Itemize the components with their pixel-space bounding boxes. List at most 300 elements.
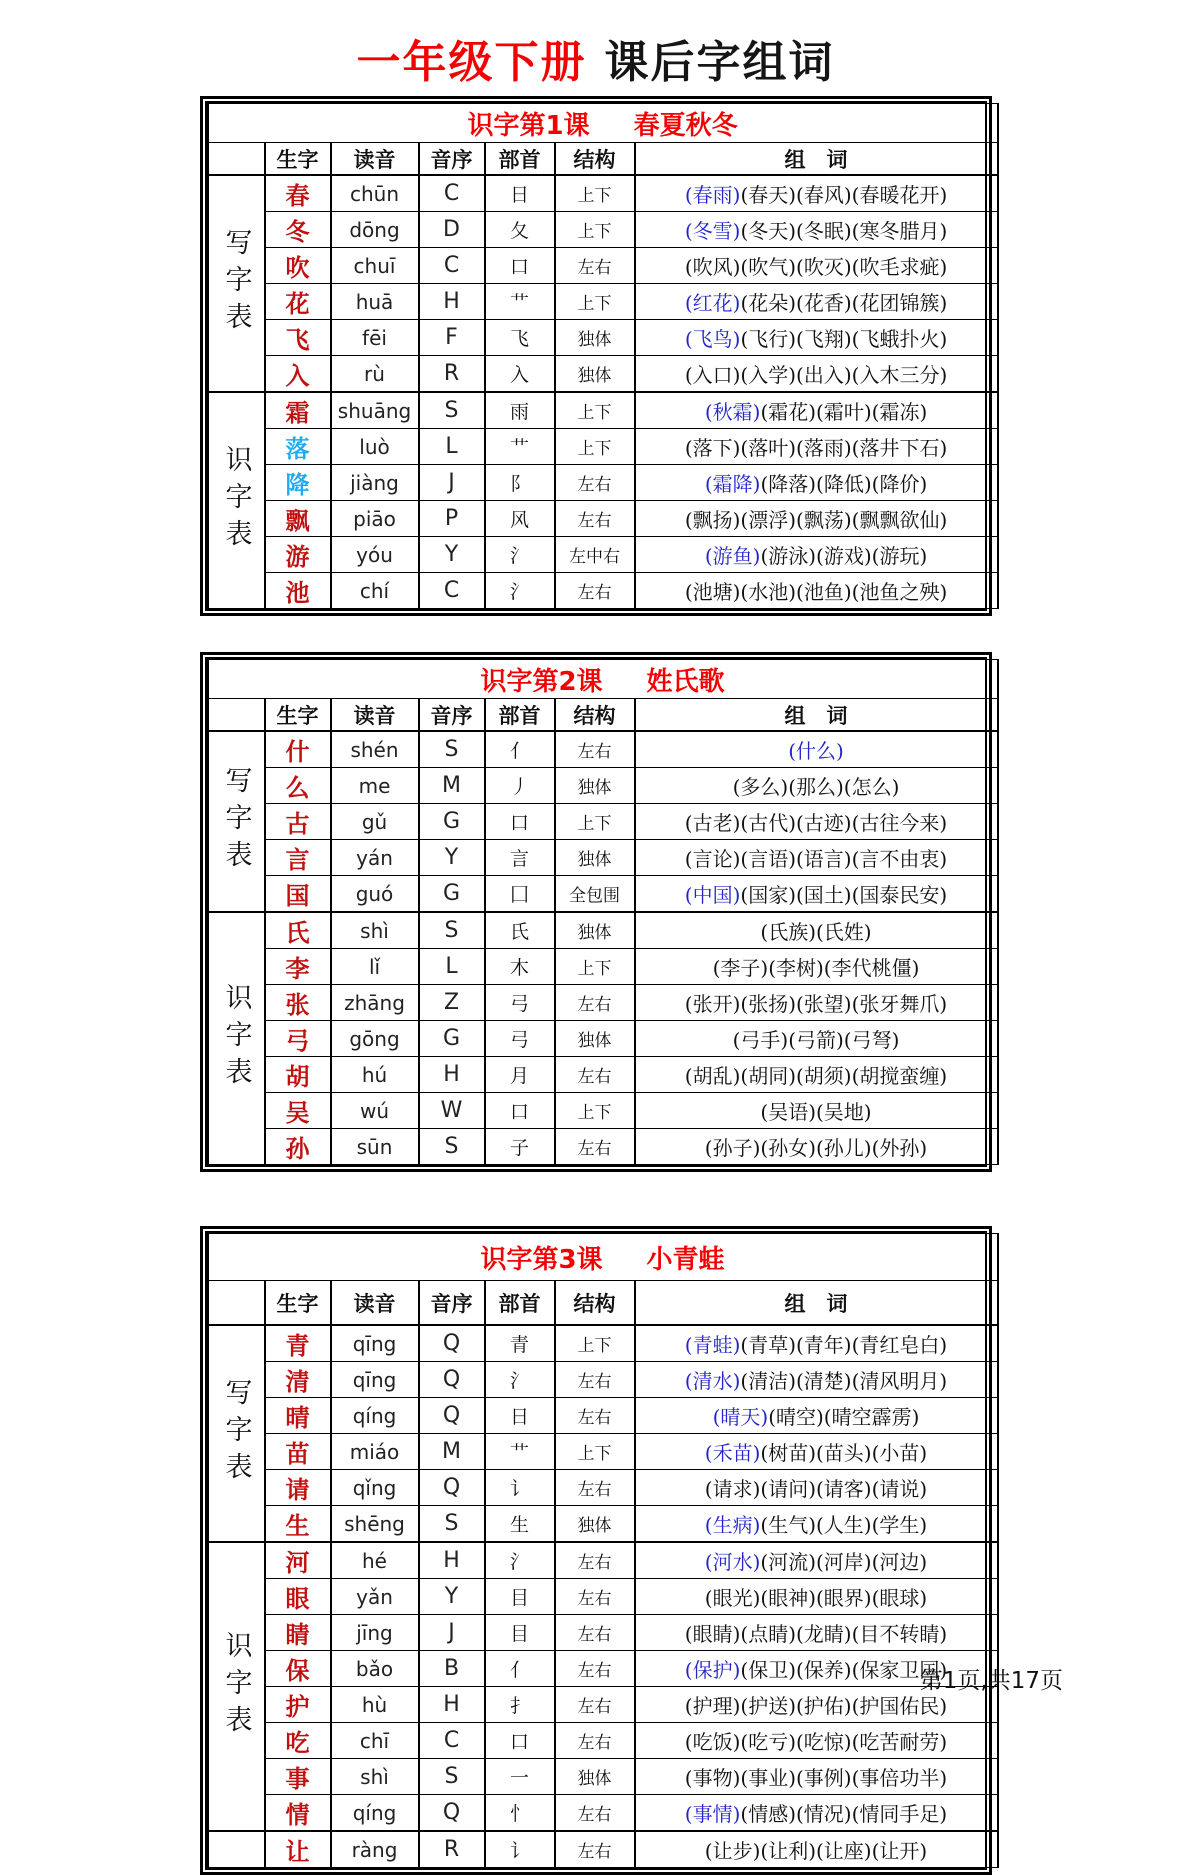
- character-cell: 氏: [265, 912, 331, 949]
- table-row: [208, 175, 998, 212]
- radical-cell: 雨: [485, 392, 555, 429]
- radical-cell: 目: [485, 1615, 555, 1651]
- lesson-name: 春夏秋冬: [633, 110, 738, 141]
- structure-cell: 独体: [555, 912, 635, 949]
- pinyin-cell: chūn: [331, 175, 419, 212]
- word-plain: (保卫)(保养)(保家卫国): [740, 1658, 948, 1682]
- table-row: [208, 1723, 998, 1759]
- table-row: [208, 284, 998, 320]
- pinyin-cell: chuī: [331, 248, 419, 284]
- initial-cell: J: [419, 1615, 485, 1651]
- word-highlight: (清水): [684, 1369, 741, 1393]
- table-row: [208, 212, 998, 248]
- table-row: [208, 356, 998, 393]
- pinyin-cell: qǐng: [331, 1470, 419, 1506]
- page-title: [0, 26, 1191, 90]
- word-highlight: (什么): [788, 739, 844, 763]
- character-cell: 飘: [265, 501, 331, 537]
- radical-cell: 艹: [485, 1434, 555, 1470]
- character-cell: 春: [265, 175, 331, 212]
- header-row: [208, 699, 998, 732]
- structure-cell: 全包围: [555, 876, 635, 913]
- initial-cell: Y: [419, 537, 485, 573]
- table-row: [208, 912, 998, 949]
- word-plain: (眼睛)(点睛)(龙睛)(目不转睛): [684, 1622, 948, 1646]
- pinyin-cell: shuāng: [331, 392, 419, 429]
- lesson-name: 小青蛙: [646, 1244, 725, 1275]
- word-plain: (霜花)(霜叶)(霜冻): [760, 400, 928, 424]
- structure-cell: 左右: [555, 1542, 635, 1579]
- radical-cell: 艹: [485, 284, 555, 320]
- table-row: [208, 1021, 998, 1057]
- initial-cell: S: [419, 731, 485, 768]
- structure-cell: 独体: [555, 768, 635, 804]
- word-plain: (树苗)(苗头)(小苗): [760, 1441, 928, 1465]
- structure-cell: 左右: [555, 501, 635, 537]
- label-column-header: [208, 1281, 265, 1326]
- initial-cell: C: [419, 175, 485, 212]
- vocab-table: [207, 1233, 999, 1868]
- word-plain: (降落)(降低)(降价): [760, 472, 928, 496]
- pinyin-cell: ràng: [331, 1831, 419, 1868]
- pinyin-cell: huā: [331, 284, 419, 320]
- initial-cell: M: [419, 768, 485, 804]
- word-plain: (飘扬)(漂浮)(飘荡)(飘飘欲仙): [684, 508, 948, 532]
- radical-cell: 氵: [485, 537, 555, 573]
- words-cell: [635, 876, 998, 913]
- column-header: 生字: [265, 143, 331, 176]
- character-cell: 降: [265, 465, 331, 501]
- table-frame: [205, 657, 987, 1167]
- pinyin-cell: bǎo: [331, 1651, 419, 1687]
- structure-cell: 上下: [555, 284, 635, 320]
- word-plain: (春天)(春风)(春暖花开): [740, 183, 948, 207]
- words-cell: [635, 768, 998, 804]
- initial-cell: Q: [419, 1470, 485, 1506]
- structure-cell: 上下: [555, 1093, 635, 1129]
- word-plain: (吃饭)(吃亏)(吃惊)(吃苦耐劳): [684, 1730, 948, 1754]
- pinyin-cell: dōng: [331, 212, 419, 248]
- radical-cell: 入: [485, 356, 555, 393]
- structure-cell: 独体: [555, 320, 635, 356]
- character-cell: 吃: [265, 1723, 331, 1759]
- words-cell: [635, 248, 998, 284]
- structure-cell: 独体: [555, 840, 635, 876]
- radical-cell: 夂: [485, 212, 555, 248]
- table-row: [208, 1325, 998, 1362]
- table-row: [208, 1506, 998, 1543]
- table-row: [208, 1687, 998, 1723]
- radical-cell: 口: [485, 248, 555, 284]
- initial-cell: G: [419, 804, 485, 840]
- character-cell: 睛: [265, 1615, 331, 1651]
- column-header: 音序: [419, 699, 485, 732]
- initial-cell: S: [419, 1129, 485, 1165]
- radical-cell: 目: [485, 1579, 555, 1615]
- radical-cell: 一: [485, 1759, 555, 1795]
- character-cell: 晴: [265, 1398, 331, 1434]
- word-plain: (胡乱)(胡同)(胡须)(胡搅蛮缠): [684, 1064, 948, 1088]
- word-plain: (飞行)(飞翔)(飞蛾扑火): [740, 327, 948, 351]
- word-plain: (池塘)(水池)(池鱼)(池鱼之殃): [684, 580, 948, 604]
- word-highlight: (春雨): [684, 183, 741, 207]
- table-row: [208, 731, 998, 768]
- character-cell: 霜: [265, 392, 331, 429]
- pinyin-cell: shēng: [331, 1506, 419, 1543]
- group-label-text: 写字表: [220, 228, 252, 339]
- table-row: [208, 1057, 998, 1093]
- page-title-grade: 一年级下册: [356, 37, 587, 88]
- pinyin-cell: gōng: [331, 1021, 419, 1057]
- lesson-name: 姓氏歌: [646, 666, 725, 697]
- column-header: 部首: [485, 143, 555, 176]
- group-label: [208, 392, 265, 609]
- pinyin-cell: guó: [331, 876, 419, 913]
- word-plain: (古老)(古代)(古迹)(古往今来): [684, 811, 948, 835]
- structure-cell: 上下: [555, 804, 635, 840]
- words-cell: [635, 537, 998, 573]
- pinyin-cell: gǔ: [331, 804, 419, 840]
- words-cell: [635, 1398, 998, 1434]
- group-label-text: 识字表: [220, 445, 252, 556]
- label-column-header: [208, 143, 265, 176]
- character-cell: 吴: [265, 1093, 331, 1129]
- words-cell: [635, 320, 998, 356]
- structure-cell: 上下: [555, 175, 635, 212]
- structure-cell: 左右: [555, 1362, 635, 1398]
- pinyin-cell: sūn: [331, 1129, 419, 1165]
- radical-cell: 氵: [485, 1542, 555, 1579]
- words-cell: [635, 1362, 998, 1398]
- radical-cell: 讠: [485, 1470, 555, 1506]
- structure-cell: 独体: [555, 1506, 635, 1543]
- words-cell: [635, 1057, 998, 1093]
- initial-cell: C: [419, 573, 485, 609]
- initial-cell: R: [419, 1831, 485, 1868]
- word-plain: (请求)(请问)(请客)(请说): [704, 1477, 928, 1501]
- structure-cell: 左右: [555, 1470, 635, 1506]
- word-plain: (李子)(李树)(李代桃僵): [712, 956, 920, 980]
- column-header: 组 词: [635, 143, 998, 176]
- label-column-header: [208, 699, 265, 732]
- word-plain: (生气)(人生)(学生): [760, 1513, 928, 1537]
- column-header: 部首: [485, 1281, 555, 1326]
- pinyin-cell: me: [331, 768, 419, 804]
- table-row: [208, 392, 998, 429]
- character-cell: 古: [265, 804, 331, 840]
- initial-cell: W: [419, 1093, 485, 1129]
- radical-cell: 日: [485, 175, 555, 212]
- word-plain: (张开)(张扬)(张望)(张牙舞爪): [684, 992, 948, 1016]
- lesson-table-2: [200, 652, 992, 1172]
- pinyin-cell: qīng: [331, 1362, 419, 1398]
- words-cell: [635, 949, 998, 985]
- radical-cell: 口: [485, 1723, 555, 1759]
- words-cell: [635, 1579, 998, 1615]
- words-cell: [635, 985, 998, 1021]
- character-cell: 青: [265, 1325, 331, 1362]
- character-cell: 张: [265, 985, 331, 1021]
- word-plain: (青草)(青年)(青红皂白): [740, 1333, 948, 1357]
- character-cell: 入: [265, 356, 331, 393]
- words-cell: [635, 175, 998, 212]
- table-row: [208, 1831, 998, 1868]
- table-row: [208, 429, 998, 465]
- pinyin-cell: qíng: [331, 1795, 419, 1832]
- initial-cell: B: [419, 1651, 485, 1687]
- initial-cell: Q: [419, 1795, 485, 1832]
- radical-cell: 弓: [485, 1021, 555, 1057]
- character-cell: 护: [265, 1687, 331, 1723]
- structure-cell: 左右: [555, 1398, 635, 1434]
- initial-cell: H: [419, 284, 485, 320]
- character-cell: 什: [265, 731, 331, 768]
- radical-cell: 讠: [485, 1831, 555, 1868]
- initial-cell: M: [419, 1434, 485, 1470]
- word-plain: (吹风)(吹气)(吹灭)(吹毛求疵): [684, 255, 948, 279]
- column-header: 生字: [265, 699, 331, 732]
- word-plain: (孙子)(孙女)(孙儿)(外孙): [704, 1136, 928, 1160]
- header-row: [208, 1281, 998, 1326]
- column-header: 音序: [419, 143, 485, 176]
- group-label-text: 识字表: [220, 983, 252, 1094]
- radical-cell: 氵: [485, 1362, 555, 1398]
- initial-cell: S: [419, 912, 485, 949]
- initial-cell: Q: [419, 1362, 485, 1398]
- words-cell: [635, 1129, 998, 1165]
- structure-cell: 上下: [555, 429, 635, 465]
- structure-cell: 左右: [555, 1579, 635, 1615]
- word-plain: (氏族)(氏姓): [760, 920, 872, 944]
- word-plain: (眼光)(眼神)(眼界)(眼球): [704, 1586, 928, 1610]
- table-row: [208, 768, 998, 804]
- radical-cell: 囗: [485, 876, 555, 913]
- table-row: [208, 501, 998, 537]
- radical-cell: 生: [485, 1506, 555, 1543]
- words-cell: [635, 1470, 998, 1506]
- radical-cell: 忄: [485, 1795, 555, 1832]
- character-cell: 落: [265, 429, 331, 465]
- initial-cell: P: [419, 501, 485, 537]
- word-plain: (弓手)(弓箭)(弓弩): [732, 1028, 900, 1052]
- table-row: [208, 1398, 998, 1434]
- table-row: [208, 573, 998, 609]
- word-highlight: (霜降): [704, 472, 761, 496]
- words-cell: [635, 1506, 998, 1543]
- initial-cell: D: [419, 212, 485, 248]
- table-row: [208, 1362, 998, 1398]
- column-header: 结构: [555, 1281, 635, 1326]
- words-cell: [635, 1723, 998, 1759]
- pinyin-cell: zhāng: [331, 985, 419, 1021]
- lesson-label: 识字第3课: [480, 1244, 603, 1275]
- word-plain: (言论)(言语)(语言)(言不由衷): [684, 847, 948, 871]
- radical-cell: 飞: [485, 320, 555, 356]
- pinyin-cell: wú: [331, 1093, 419, 1129]
- word-highlight: (冬雪): [684, 219, 741, 243]
- initial-cell: C: [419, 248, 485, 284]
- words-cell: [635, 429, 998, 465]
- structure-cell: 左右: [555, 1057, 635, 1093]
- lesson-label: 识字第2课: [480, 666, 603, 697]
- table-row: [208, 949, 998, 985]
- initial-cell: Y: [419, 1579, 485, 1615]
- initial-cell: R: [419, 356, 485, 393]
- character-cell: 苗: [265, 1434, 331, 1470]
- pinyin-cell: piāo: [331, 501, 419, 537]
- initial-cell: H: [419, 1057, 485, 1093]
- word-plain: (让步)(让利)(让座)(让开): [704, 1839, 928, 1863]
- initial-cell: Y: [419, 840, 485, 876]
- radical-cell: 风: [485, 501, 555, 537]
- table-row: [208, 1093, 998, 1129]
- table-row: [208, 1651, 998, 1687]
- character-cell: 池: [265, 573, 331, 609]
- radical-cell: 弓: [485, 985, 555, 1021]
- radical-cell: 言: [485, 840, 555, 876]
- word-highlight: (飞鸟): [684, 327, 741, 351]
- table-frame: [205, 1231, 987, 1870]
- words-cell: [635, 465, 998, 501]
- table-row: [208, 465, 998, 501]
- character-cell: 吹: [265, 248, 331, 284]
- character-cell: 胡: [265, 1057, 331, 1093]
- table-row: [208, 1542, 998, 1579]
- pinyin-cell: jīng: [331, 1615, 419, 1651]
- character-cell: 冬: [265, 212, 331, 248]
- word-highlight: (红花): [684, 291, 741, 315]
- word-plain: (国家)(国土)(国泰民安): [740, 883, 948, 907]
- pinyin-cell: jiàng: [331, 465, 419, 501]
- words-cell: [635, 912, 998, 949]
- character-cell: 飞: [265, 320, 331, 356]
- character-cell: 国: [265, 876, 331, 913]
- word-plain: (游泳)(游戏)(游玩): [760, 544, 928, 568]
- pinyin-cell: shì: [331, 1759, 419, 1795]
- word-highlight: (禾苗): [704, 1441, 761, 1465]
- radical-cell: 日: [485, 1398, 555, 1434]
- word-plain: (花朵)(花香)(花团锦簇): [740, 291, 948, 315]
- words-cell: [635, 1021, 998, 1057]
- column-header: 读音: [331, 143, 419, 176]
- radical-cell: 青: [485, 1325, 555, 1362]
- word-plain: (落下)(落叶)(落雨)(落井下石): [684, 436, 948, 460]
- character-cell: 眼: [265, 1579, 331, 1615]
- word-plain: (情感)(情况)(情同手足): [740, 1802, 948, 1826]
- structure-cell: 左中右: [555, 537, 635, 573]
- word-plain: (入口)(入学)(出入)(入木三分): [684, 363, 948, 387]
- column-header: 读音: [331, 699, 419, 732]
- structure-cell: 独体: [555, 1759, 635, 1795]
- initial-cell: G: [419, 876, 485, 913]
- table-row: [208, 1434, 998, 1470]
- character-cell: 河: [265, 1542, 331, 1579]
- pinyin-cell: qíng: [331, 1398, 419, 1434]
- structure-cell: 左右: [555, 1687, 635, 1723]
- pinyin-cell: yǎn: [331, 1579, 419, 1615]
- initial-cell: Q: [419, 1325, 485, 1362]
- radical-cell: 口: [485, 804, 555, 840]
- word-highlight: (晴天): [712, 1405, 769, 1429]
- page-number: 第1页,共17页: [919, 1668, 1063, 1694]
- words-cell: [635, 1759, 998, 1795]
- radical-cell: 氵: [485, 573, 555, 609]
- words-cell: [635, 1093, 998, 1129]
- word-highlight: (青蛙): [684, 1333, 741, 1357]
- table-row: [208, 320, 998, 356]
- word-plain: (清洁)(清楚)(清风明月): [740, 1369, 948, 1393]
- table-row: [208, 248, 998, 284]
- word-highlight: (游鱼): [704, 544, 761, 568]
- tables-container: [200, 96, 992, 1875]
- lesson-label: 识字第1课: [467, 110, 590, 141]
- character-cell: 花: [265, 284, 331, 320]
- column-header: 组 词: [635, 1281, 998, 1326]
- lesson-table-3: [200, 1226, 992, 1875]
- column-header: 生字: [265, 1281, 331, 1326]
- column-header: 组 词: [635, 699, 998, 732]
- table-row: [208, 1795, 998, 1832]
- structure-cell: 左右: [555, 248, 635, 284]
- initial-cell: C: [419, 1723, 485, 1759]
- column-header: 结构: [555, 699, 635, 732]
- structure-cell: 独体: [555, 1021, 635, 1057]
- character-cell: 游: [265, 537, 331, 573]
- initial-cell: G: [419, 1021, 485, 1057]
- table-row: [208, 840, 998, 876]
- word-plain: (护理)(护送)(护佑)(护国佑民): [684, 1694, 948, 1718]
- character-cell: 事: [265, 1759, 331, 1795]
- header-row: [208, 143, 998, 176]
- word-highlight: (秋霜): [704, 400, 761, 424]
- table-row: [208, 1470, 998, 1506]
- words-cell: [635, 1434, 998, 1470]
- words-cell: [635, 731, 998, 768]
- initial-cell: L: [419, 429, 485, 465]
- initial-cell: H: [419, 1687, 485, 1723]
- radical-cell: 艹: [485, 429, 555, 465]
- pinyin-cell: fēi: [331, 320, 419, 356]
- structure-cell: 上下: [555, 1434, 635, 1470]
- character-cell: 言: [265, 840, 331, 876]
- column-header: 部首: [485, 699, 555, 732]
- structure-cell: 独体: [555, 356, 635, 393]
- words-cell: [635, 356, 998, 393]
- words-cell: [635, 1831, 998, 1868]
- character-cell: 孙: [265, 1129, 331, 1165]
- table-frame: [205, 101, 987, 611]
- pinyin-cell: chī: [331, 1723, 419, 1759]
- character-cell: 么: [265, 768, 331, 804]
- initial-cell: L: [419, 949, 485, 985]
- group-label-text: 写字表: [220, 1378, 252, 1489]
- character-cell: 情: [265, 1795, 331, 1832]
- pinyin-cell: shén: [331, 731, 419, 768]
- character-cell: 弓: [265, 1021, 331, 1057]
- group-label: [208, 1831, 265, 1868]
- table-row: [208, 1129, 998, 1165]
- group-label: [208, 1542, 265, 1831]
- lesson-table-1: [200, 96, 992, 616]
- vocab-table: [207, 103, 999, 609]
- radical-cell: 木: [485, 949, 555, 985]
- words-cell: [635, 501, 998, 537]
- word-plain: (吴语)(吴地): [760, 1100, 872, 1124]
- group-label: [208, 731, 265, 912]
- word-plain: (事物)(事业)(事例)(事倍功半): [684, 1766, 948, 1790]
- pinyin-cell: hú: [331, 1057, 419, 1093]
- structure-cell: 左右: [555, 731, 635, 768]
